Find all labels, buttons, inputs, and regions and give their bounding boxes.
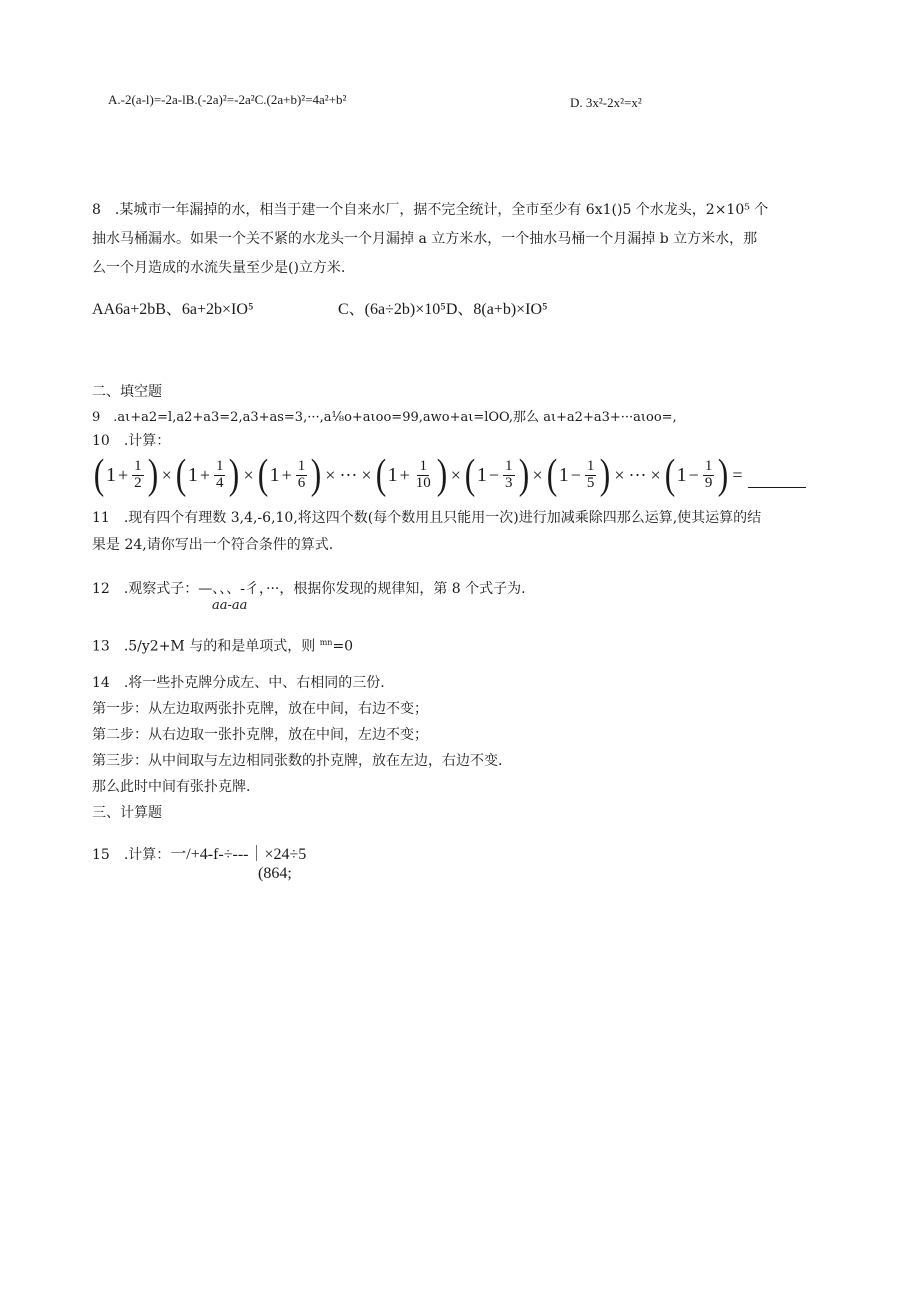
q10-label: 10 .计算：	[92, 433, 171, 449]
section2-title: 二、填空题	[92, 384, 162, 400]
fraction	[503, 459, 515, 492]
fraction	[132, 459, 144, 492]
times-sign: ×	[614, 464, 625, 485]
q13-text	[92, 638, 353, 655]
q11-line1: 11 .现有四个有理数 3,4,-6,10,将这四个数(每个数用且只能用一次)进行加减乘除四那么运算,使其运算的结	[92, 510, 762, 526]
sign: +	[399, 464, 410, 485]
q14-line1: 14 .将一些扑克牌分成左、中、右相同的三份.	[92, 675, 385, 691]
q8-line3: 么一个月造成的水流失量至少是()立方米.	[92, 260, 346, 276]
times-sign: ×	[450, 464, 461, 485]
q14-step3: 第三步：从中间取与左边相同张数的扑克牌，放在左边，右边不变.	[92, 753, 503, 769]
one: 1	[106, 463, 116, 486]
q15-line2: (864;	[258, 865, 292, 882]
one: 1	[187, 463, 198, 486]
denominator: 4	[215, 474, 224, 491]
denominator: 9	[704, 474, 713, 491]
right-paren: )	[718, 452, 729, 498]
denominator: 6	[297, 474, 306, 491]
section3-title: 三、计算题	[92, 805, 162, 821]
q7-options-abc: A.-2(a-l)=-2a-lB.(-2a)²=-2a²C.(2a+b)²=4a²+b²	[108, 92, 347, 107]
fraction	[703, 459, 715, 492]
left-paren: (	[464, 452, 476, 498]
sign: +	[199, 464, 210, 485]
q13-main: 13 .5∕y2+M 与的和是单项式，则	[92, 638, 316, 655]
left-paren: (	[664, 452, 675, 498]
q8-line2: 抽水马桶漏水。如果一个关不紧的水龙头一个月漏掉 a 立方米水，一个抽水马桶一个月漏掉 b 立方米水，那	[92, 231, 758, 247]
factor	[256, 454, 324, 496]
right-paren: )	[600, 452, 611, 498]
left-paren: (	[257, 452, 268, 498]
factor	[374, 454, 449, 496]
right-paren: )	[229, 452, 240, 498]
factor	[174, 454, 242, 496]
sign: −	[688, 464, 699, 485]
q14-step1: 第一步：从左边取两张扑克牌，放在中间，右边不变；	[92, 701, 428, 717]
q12-line1: 12 .观察式子：—、、、-彳，···，根据你发现的规律知，第 8 个式子为.	[92, 581, 526, 597]
left-paren: (	[175, 452, 187, 498]
right-paren: )	[436, 452, 447, 498]
denominator: 5	[586, 474, 595, 491]
one: 1	[387, 463, 398, 486]
ellipsis: ···	[628, 464, 647, 485]
q14-end: 那么此时中间有张扑克牌.	[92, 779, 251, 795]
q8-options-cd: C、(6a÷2b)×10⁵D、8(a+b)×IO⁵	[338, 301, 548, 318]
times-sign: ×	[161, 464, 172, 485]
ellipsis: ···	[339, 464, 358, 485]
times-sign: ×	[532, 464, 543, 485]
denominator: 3	[505, 474, 513, 491]
factor	[463, 454, 531, 496]
denominator: 2	[134, 474, 142, 491]
answer-blank	[748, 463, 806, 488]
numerator: 1	[586, 457, 595, 474]
sign: +	[118, 464, 129, 485]
right-paren: )	[147, 452, 158, 498]
q14-step2: 第二步：从右边取一张扑克牌，放在中间，左边不变；	[92, 727, 428, 743]
right-paren: )	[311, 452, 322, 498]
q8-options-ab: AA6a+2bB、6a+2b×IO⁵	[92, 301, 254, 318]
sign: −	[570, 464, 581, 485]
left-paren: (	[546, 452, 557, 498]
q13-sub-m: m	[319, 638, 328, 647]
q12-sub: aa-aa	[212, 598, 248, 613]
denominator: 10	[415, 474, 431, 491]
q15-label: 15 .计算：	[92, 847, 171, 863]
fraction	[414, 459, 433, 492]
fraction	[296, 459, 308, 492]
times-sign: ×	[243, 464, 254, 485]
times-sign: ×	[361, 464, 372, 485]
factor	[92, 454, 160, 496]
right-paren: )	[518, 452, 529, 498]
left-paren: (	[93, 452, 105, 498]
q15-expr: 一/+4-f-÷---｜×24÷5	[170, 846, 307, 863]
one: 1	[558, 463, 569, 486]
q7-option-d: D. 3x²-2x²=x²	[570, 95, 642, 110]
numerator: 1	[215, 457, 224, 474]
equals-sign: =	[732, 464, 743, 485]
one: 1	[676, 463, 687, 486]
q11-line2: 果是 24,请你写出一个符合条件的算式.	[92, 537, 334, 553]
q9-text: 9 .aι+a2=l,a2+a3=2,a3+as=3,···,a⅛o+aιoo=99,awo+aι=lOO,那么 aι+a2+a3+···aιoo=,	[92, 410, 677, 425]
sign: −	[488, 464, 500, 485]
numerator: 1	[505, 457, 513, 474]
factor	[545, 454, 613, 496]
fraction	[585, 459, 597, 492]
numerator: 1	[419, 457, 427, 474]
sign: +	[281, 464, 292, 485]
numerator: 1	[134, 457, 142, 474]
left-paren: (	[375, 452, 386, 498]
one: 1	[269, 463, 280, 486]
fraction	[214, 459, 226, 492]
factor	[663, 454, 731, 496]
q15-line1	[92, 845, 306, 864]
one: 1	[476, 463, 487, 486]
numerator: 1	[704, 457, 713, 474]
times-sign: ×	[325, 464, 336, 485]
numerator: 1	[297, 457, 306, 474]
q13-tail: =0	[332, 638, 354, 655]
q13-sup-n: n	[327, 638, 333, 647]
q8-line1: 8 .某城市一年漏掉的水，相当于建一个自来水厂，据不完全统计，全市至少有 6x1()5 个水龙头，2×10⁵ 个	[92, 202, 769, 218]
q10-fraction-product	[92, 452, 806, 498]
times-sign: ×	[650, 464, 661, 485]
